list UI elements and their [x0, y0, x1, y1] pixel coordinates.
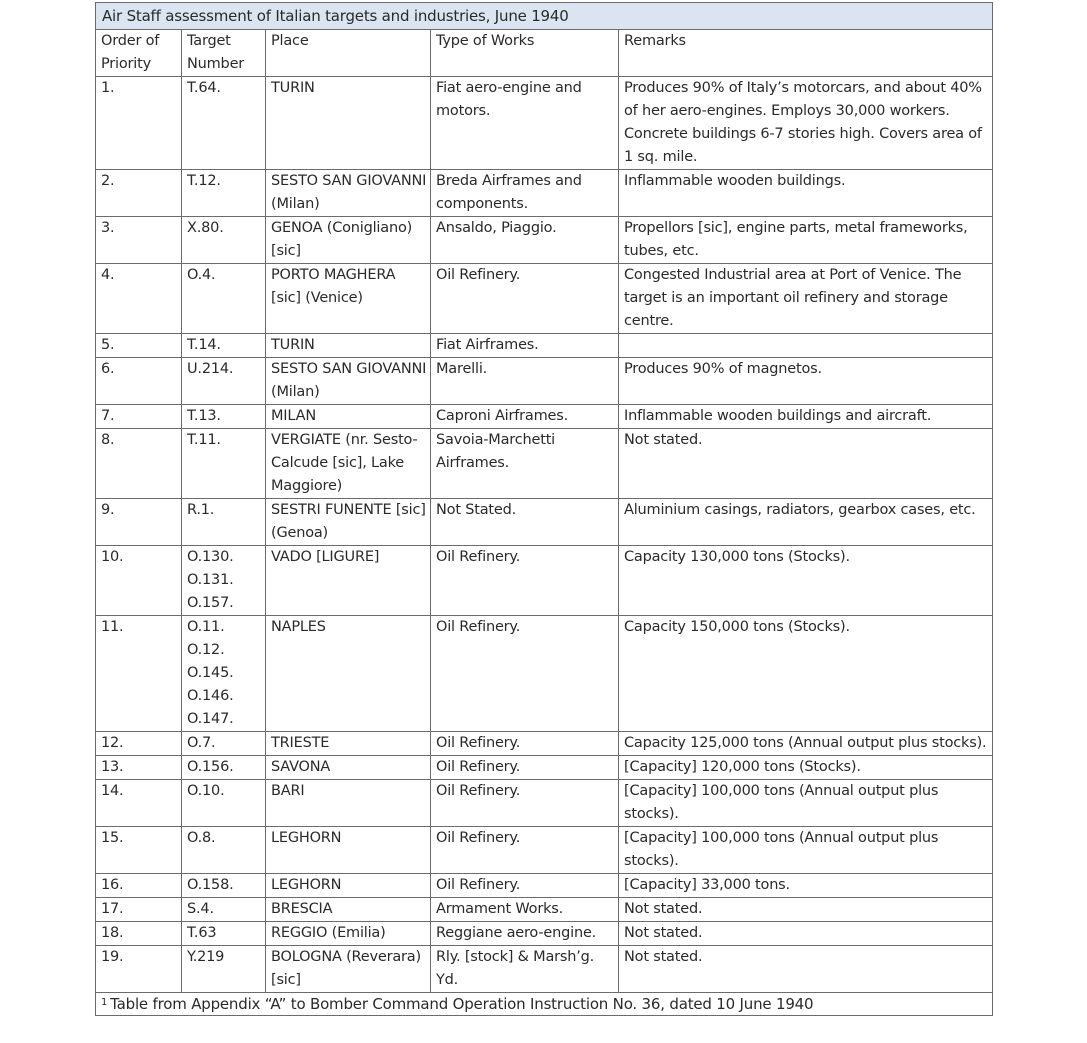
cell-place: NAPLES	[266, 616, 431, 732]
cell-priority: 9.	[96, 499, 182, 546]
cell-remarks: Produces 90% of magnetos.	[619, 358, 993, 405]
cell-remarks: Not stated.	[619, 898, 993, 922]
cell-target-number: O.8.	[182, 827, 266, 874]
cell-type-of-works: Oil Refinery.	[431, 874, 619, 898]
header-remarks: Remarks	[619, 30, 993, 77]
cell-place: VERGIATE (nr. Sesto-Calcude [sic], Lake Maggiore)	[266, 429, 431, 499]
cell-type-of-works: Oil Refinery.	[431, 546, 619, 616]
cell-target-number: U.214.	[182, 358, 266, 405]
table-row	[96, 732, 993, 756]
cell-target-number: R.1.	[182, 499, 266, 546]
table-row	[96, 616, 993, 732]
cell-remarks: Not stated.	[619, 922, 993, 946]
cell-target-number: O.130. O.131. O.157.	[182, 546, 266, 616]
table-row	[96, 217, 993, 264]
cell-target-number: O.156.	[182, 756, 266, 780]
cell-target-number: T.14.	[182, 334, 266, 358]
cell-target-number: O.7.	[182, 732, 266, 756]
cell-priority: 7.	[96, 405, 182, 429]
table-row	[96, 946, 993, 993]
cell-remarks: Inflammable wooden buildings and aircraft.	[619, 405, 993, 429]
cell-type-of-works: Reggiane aero-engine.	[431, 922, 619, 946]
header-target-number: Target Number	[182, 30, 266, 77]
cell-target-number: T.13.	[182, 405, 266, 429]
cell-priority: 4.	[96, 264, 182, 334]
cell-type-of-works: Caproni Airframes.	[431, 405, 619, 429]
table-row	[96, 898, 993, 922]
table-row	[96, 429, 993, 499]
cell-place: VADO [LIGURE]	[266, 546, 431, 616]
table-row	[96, 874, 993, 898]
cell-place: PORTO MAGHERA [sic] (Venice)	[266, 264, 431, 334]
cell-remarks: Capacity 130,000 tons (Stocks).	[619, 546, 993, 616]
cell-remarks	[619, 334, 993, 358]
cell-remarks: [Capacity] 120,000 tons (Stocks).	[619, 756, 993, 780]
table-row	[96, 77, 993, 170]
cell-priority: 3.	[96, 217, 182, 264]
table-row	[96, 170, 993, 217]
cell-type-of-works: Fiat aero-engine and motors.	[431, 77, 619, 170]
footnote-mark: 1	[101, 997, 108, 1008]
cell-priority: 12.	[96, 732, 182, 756]
table-row	[96, 405, 993, 429]
table-caption: Air Staff assessment of Italian targets and industries, June 1940	[96, 3, 993, 30]
cell-type-of-works: Ansaldo, Piaggio.	[431, 217, 619, 264]
cell-type-of-works: Savoia-Marchetti Airframes.	[431, 429, 619, 499]
footnote-row	[96, 993, 993, 1016]
cell-type-of-works: Not Stated.	[431, 499, 619, 546]
cell-priority: 5.	[96, 334, 182, 358]
table-row	[96, 756, 993, 780]
cell-place: LEGHORN	[266, 874, 431, 898]
cell-place: SESTRI FUNENTE [sic] (Genoa)	[266, 499, 431, 546]
cell-remarks: Not stated.	[619, 946, 993, 993]
cell-priority: 18.	[96, 922, 182, 946]
table-header-row	[96, 30, 993, 77]
cell-priority: 15.	[96, 827, 182, 874]
cell-place: LEGHORN	[266, 827, 431, 874]
cell-target-number: T.63	[182, 922, 266, 946]
table-row	[96, 546, 993, 616]
cell-type-of-works: Breda Airframes and components.	[431, 170, 619, 217]
cell-place: MILAN	[266, 405, 431, 429]
cell-place: REGGIO (Emilia)	[266, 922, 431, 946]
cell-target-number: O.10.	[182, 780, 266, 827]
table-row	[96, 922, 993, 946]
footnote	[96, 993, 993, 1016]
cell-type-of-works: Armament Works.	[431, 898, 619, 922]
cell-place: GENOA (Conigliano) [sic]	[266, 217, 431, 264]
cell-place: BARI	[266, 780, 431, 827]
cell-remarks: Produces 90% of Italy’s motorcars, and about 40% of her aero-engines. Employs 30,000 workers. Concrete buildings 6-7 stories high. Covers area of 1 sq. mile.	[619, 77, 993, 170]
cell-place: TRIESTE	[266, 732, 431, 756]
cell-priority: 2.	[96, 170, 182, 217]
cell-type-of-works: Oil Refinery.	[431, 264, 619, 334]
cell-type-of-works: Oil Refinery.	[431, 827, 619, 874]
cell-remarks: Congested Industrial area at Port of Venice. The target is an important oil refinery and storage centre.	[619, 264, 993, 334]
cell-target-number: X.80.	[182, 217, 266, 264]
cell-priority: 13.	[96, 756, 182, 780]
cell-priority: 6.	[96, 358, 182, 405]
header-place: Place	[266, 30, 431, 77]
cell-target-number: T.11.	[182, 429, 266, 499]
cell-priority: 14.	[96, 780, 182, 827]
cell-priority: 16.	[96, 874, 182, 898]
cell-remarks: Propellors [sic], engine parts, metal frameworks, tubes, etc.	[619, 217, 993, 264]
cell-priority: 17.	[96, 898, 182, 922]
cell-remarks: [Capacity] 33,000 tons.	[619, 874, 993, 898]
cell-priority: 19.	[96, 946, 182, 993]
cell-remarks: [Capacity] 100,000 tons (Annual output plus stocks).	[619, 827, 993, 874]
cell-target-number: T.12.	[182, 170, 266, 217]
cell-priority: 10.	[96, 546, 182, 616]
cell-place: BRESCIA	[266, 898, 431, 922]
cell-remarks: Not stated.	[619, 429, 993, 499]
table-caption-row	[96, 3, 993, 30]
cell-type-of-works: Rly. [stock] & Marsh’g. Yd.	[431, 946, 619, 993]
cell-priority: 11.	[96, 616, 182, 732]
cell-place: BOLOGNA (Reverara) [sic]	[266, 946, 431, 993]
table-row	[96, 827, 993, 874]
cell-priority: 8.	[96, 429, 182, 499]
header-priority: Order of Priority	[96, 30, 182, 77]
cell-remarks: Inflammable wooden buildings.	[619, 170, 993, 217]
cell-type-of-works: Fiat Airframes.	[431, 334, 619, 358]
cell-remarks: Capacity 125,000 tons (Annual output plus stocks).	[619, 732, 993, 756]
cell-priority: 1.	[96, 77, 182, 170]
cell-type-of-works: Oil Refinery.	[431, 780, 619, 827]
cell-place: TURIN	[266, 334, 431, 358]
cell-place: TURIN	[266, 77, 431, 170]
cell-remarks: Aluminium casings, radiators, gearbox cases, etc.	[619, 499, 993, 546]
cell-type-of-works: Oil Refinery.	[431, 756, 619, 780]
cell-target-number: O.158.	[182, 874, 266, 898]
cell-place: SESTO SAN GIOVANNI (Milan)	[266, 170, 431, 217]
cell-remarks: [Capacity] 100,000 tons (Annual output plus stocks).	[619, 780, 993, 827]
cell-target-number: O.4.	[182, 264, 266, 334]
cell-remarks: Capacity 150,000 tons (Stocks).	[619, 616, 993, 732]
table-row	[96, 780, 993, 827]
cell-target-number: T.64.	[182, 77, 266, 170]
table-row	[96, 499, 993, 546]
cell-type-of-works: Oil Refinery.	[431, 616, 619, 732]
cell-target-number: S.4.	[182, 898, 266, 922]
table-row	[96, 334, 993, 358]
cell-place: SAVONA	[266, 756, 431, 780]
cell-type-of-works: Oil Refinery.	[431, 732, 619, 756]
cell-place: SESTO SAN GIOVANNI (Milan)	[266, 358, 431, 405]
targets-table	[95, 2, 993, 1016]
cell-target-number: O.11. O.12. O.145. O.146. O.147.	[182, 616, 266, 732]
cell-type-of-works: Marelli.	[431, 358, 619, 405]
footnote-text: Table from Appendix “A” to Bomber Command Operation Instruction No. 36, dated 10 June 1940	[110, 995, 814, 1013]
table-row	[96, 358, 993, 405]
table-row	[96, 264, 993, 334]
cell-target-number: Y.219	[182, 946, 266, 993]
header-type-of-works: Type of Works	[431, 30, 619, 77]
